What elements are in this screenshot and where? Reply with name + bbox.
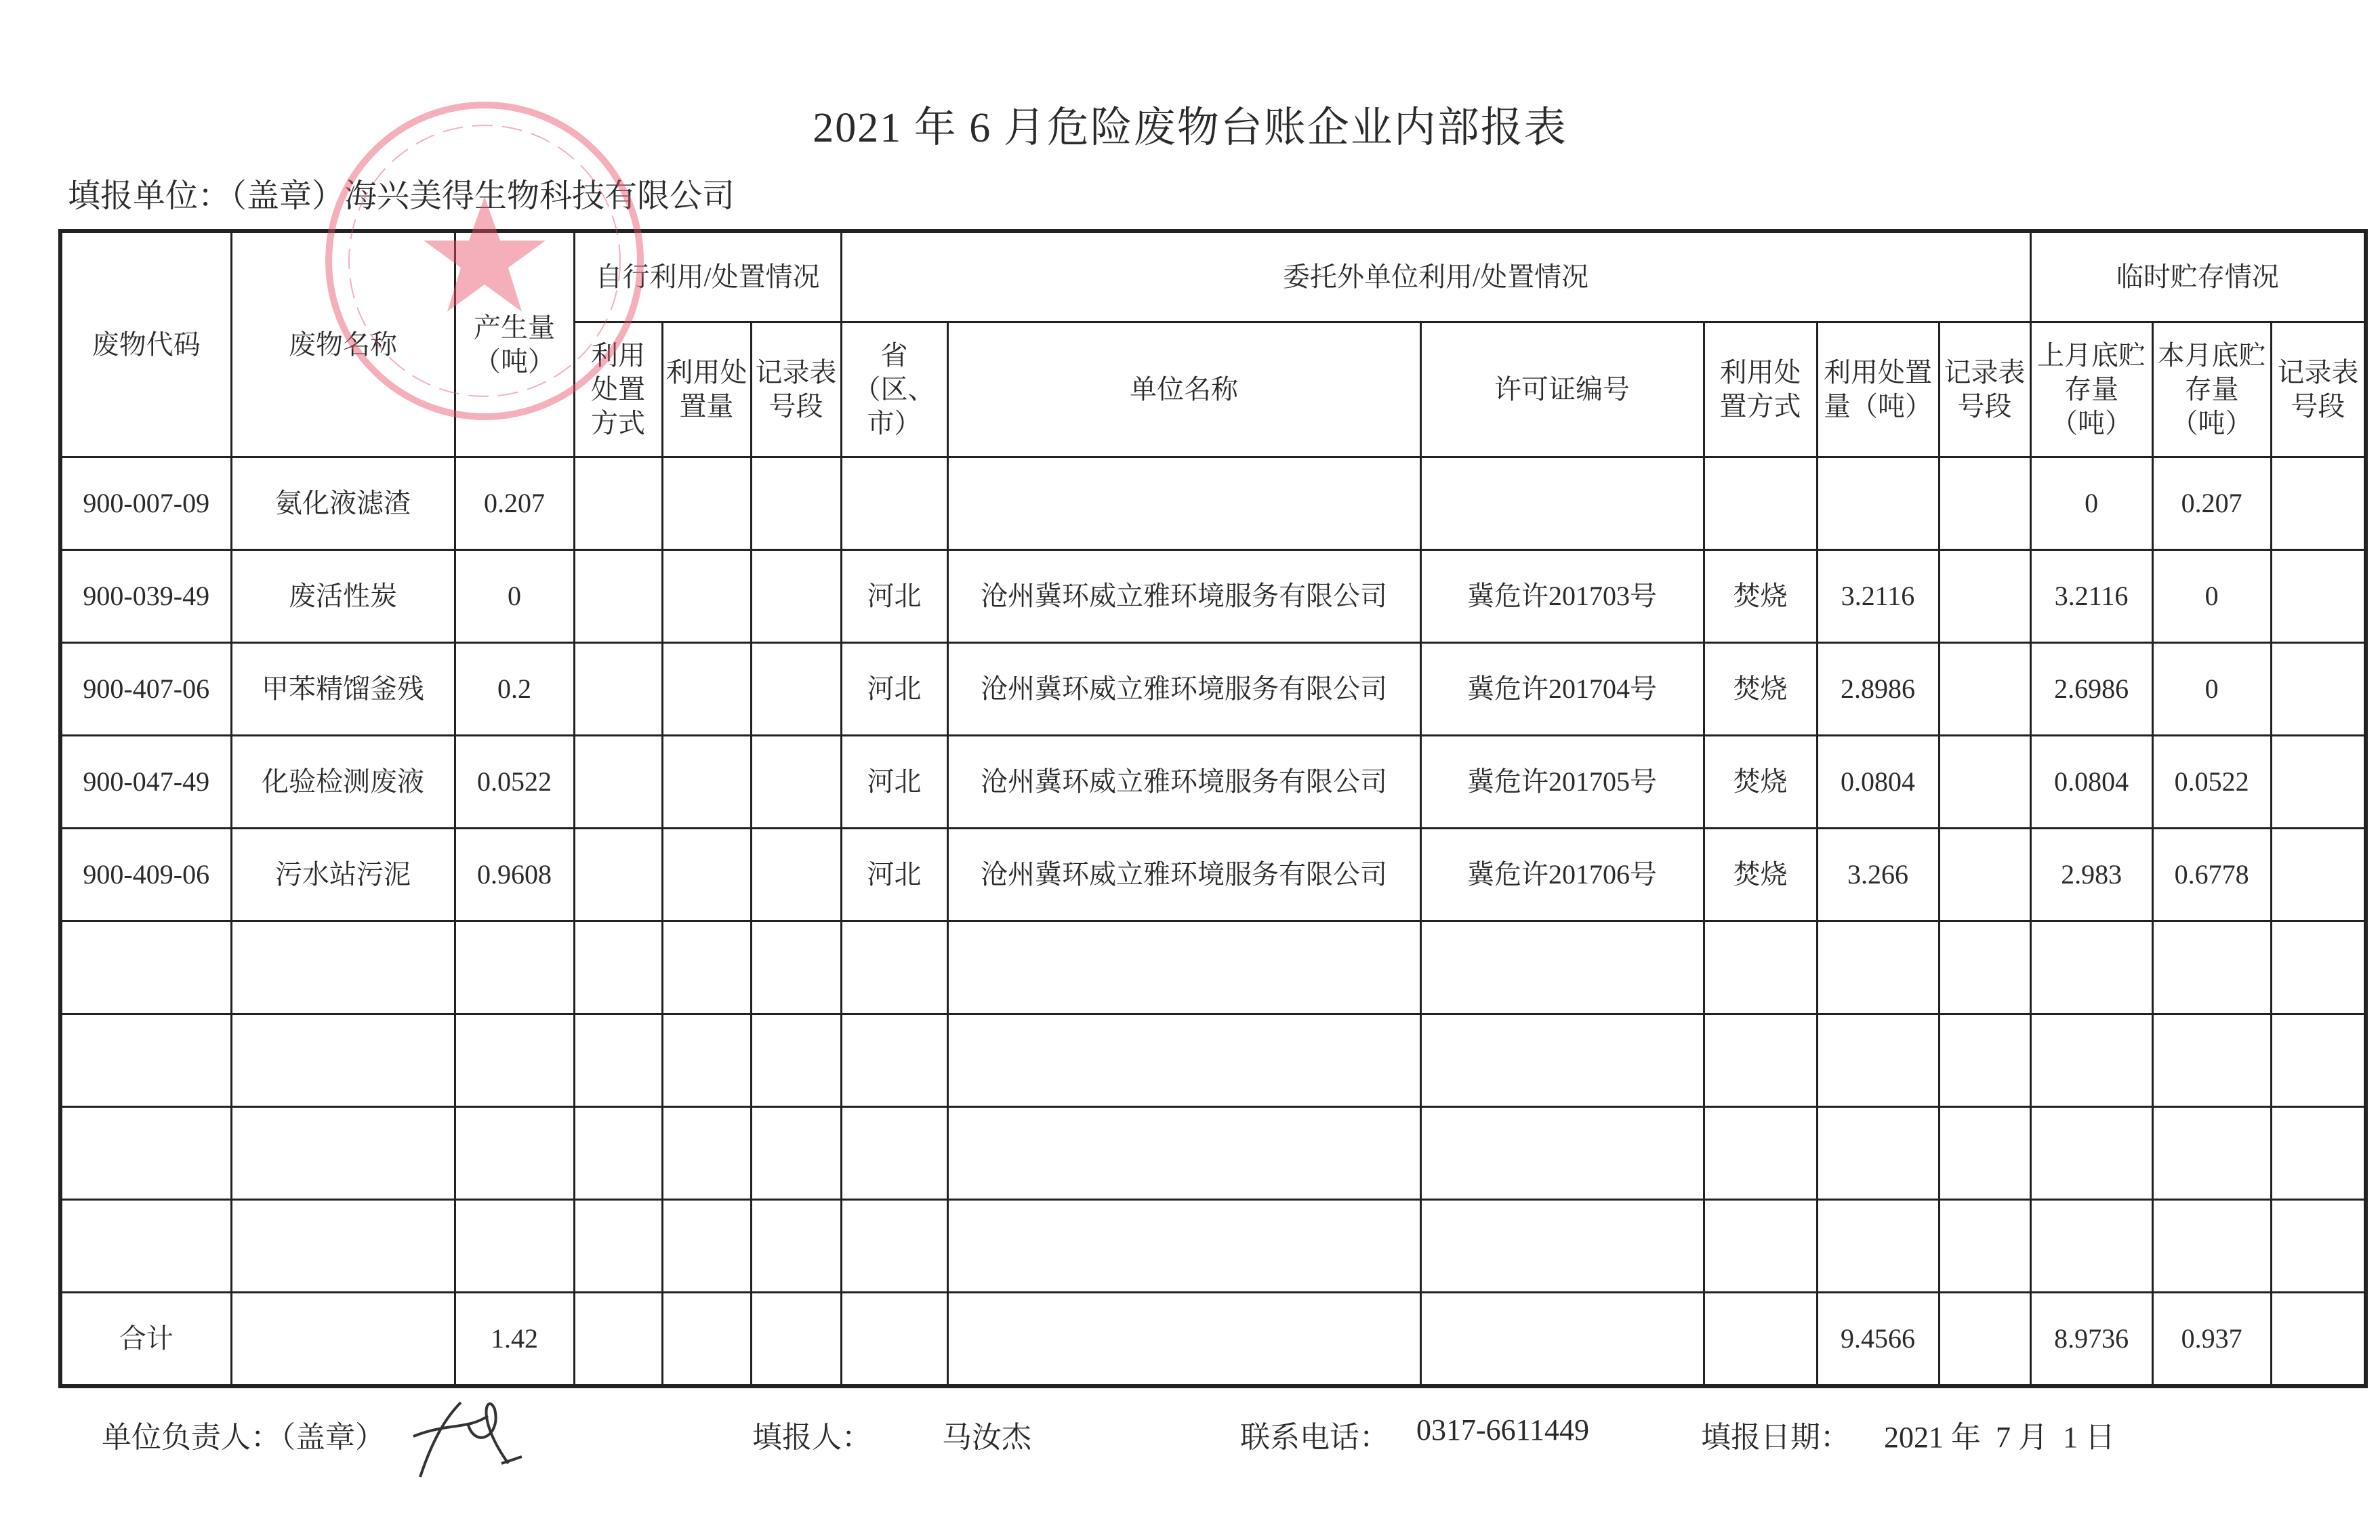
- empty-cell: [60, 1107, 231, 1200]
- report-title: 2021 年 6 月危险废物台账企业内部报表: [813, 105, 1567, 151]
- empty-cell: [1420, 921, 1704, 1014]
- empty-cell: [2271, 1200, 2366, 1293]
- empty-cell: [662, 1014, 751, 1107]
- empty-cell: [1704, 921, 1817, 1014]
- cell-name: 甲苯精馏釜残: [231, 643, 455, 736]
- empty-cell: [231, 1200, 455, 1293]
- cell-province: 河北: [841, 550, 947, 643]
- cell-amount: 3.2116: [1817, 550, 1939, 643]
- empty-cell: [1939, 921, 2030, 1014]
- empty-cell: [574, 1293, 662, 1387]
- empty-cell: [60, 1200, 231, 1293]
- cell-province: 河北: [841, 643, 947, 736]
- empty-cell: [662, 921, 751, 1014]
- reporting-unit-label: 填报单位：: [68, 178, 231, 214]
- cell-province: [841, 457, 947, 550]
- phone: 0317-6611449: [1416, 1413, 1590, 1447]
- empty-cell: [574, 736, 662, 829]
- filler-label: 填报人：: [752, 1421, 871, 1454]
- cell-method: 焚烧: [1704, 550, 1817, 643]
- empty-cell: [455, 921, 574, 1014]
- company-name: 海兴美得生物科技有限公司: [344, 178, 735, 214]
- empty-cell: [2030, 921, 2152, 1014]
- empty-cell: [1817, 1107, 1939, 1200]
- total-this-month: 0.937: [2152, 1293, 2271, 1387]
- header-last-month: 上月底贮存量（吨）: [2030, 322, 2152, 457]
- header-out-amount: 利用处置量（吨）: [1817, 322, 1939, 457]
- cell-last: 2.983: [2030, 829, 2152, 921]
- empty-cell: [574, 1200, 662, 1293]
- empty-cell: [662, 1293, 751, 1387]
- cell-produced: 0.207: [455, 457, 574, 550]
- empty-cell: [2271, 457, 2366, 550]
- cell-last: 3.2116: [2030, 550, 2152, 643]
- empty-cell: [1420, 1293, 1704, 1387]
- empty-cell: [2271, 829, 2366, 921]
- cell-produced: 0.2: [455, 643, 574, 736]
- header-license: 许可证编号: [1420, 322, 1704, 457]
- empty-cell: [751, 1107, 841, 1200]
- empty-cell: [1939, 829, 2030, 921]
- cell-this: 0: [2152, 550, 2271, 643]
- cell-amount: [1817, 457, 1939, 550]
- empty-cell: [751, 1293, 841, 1387]
- empty-cell: [2030, 1200, 2152, 1293]
- cell-code: 900-409-06: [60, 829, 231, 921]
- empty-cell: [1704, 1293, 1817, 1387]
- table-row: [60, 550, 2366, 643]
- table-row: [60, 829, 2366, 921]
- empty-cell: [751, 1014, 841, 1107]
- empty-cell: [455, 1014, 574, 1107]
- table-row: [60, 921, 2366, 1014]
- empty-cell: [662, 829, 751, 921]
- cell-method: [1704, 457, 1817, 550]
- empty-cell: [751, 1200, 841, 1293]
- cell-license: 冀危许201703号: [1420, 550, 1704, 643]
- header-storage-group: 临时贮存情况: [2030, 231, 2366, 322]
- header-storage-record: 记录表号段: [2271, 322, 2366, 457]
- total-row: [60, 1293, 2366, 1387]
- table-row: [60, 1107, 2366, 1200]
- empty-cell: [662, 550, 751, 643]
- cell-unit: [947, 457, 1420, 550]
- empty-cell: [841, 1014, 947, 1107]
- empty-cell: [60, 1014, 231, 1107]
- empty-cell: [2271, 1107, 2366, 1200]
- cell-method: 焚烧: [1704, 736, 1817, 829]
- cell-code: 900-039-49: [60, 550, 231, 643]
- empty-cell: [1704, 1200, 1817, 1293]
- empty-cell: [947, 1107, 1420, 1200]
- header-name: 废物名称: [231, 231, 455, 457]
- empty-cell: [1420, 1014, 1704, 1107]
- empty-cell: [231, 1293, 455, 1387]
- phone-label: 联系电话：: [1240, 1421, 1389, 1454]
- head-label: 单位负责人：（盖章）: [102, 1421, 385, 1454]
- cell-province: 河北: [841, 829, 947, 921]
- empty-cell: [1939, 1014, 2030, 1107]
- header-province: 省（区、市）: [841, 322, 947, 457]
- empty-cell: [2271, 1293, 2366, 1387]
- cell-province: 河北: [841, 736, 947, 829]
- empty-cell: [841, 921, 947, 1014]
- empty-cell: [1817, 1200, 1939, 1293]
- cell-produced: 0: [455, 550, 574, 643]
- empty-cell: [1939, 1293, 2030, 1387]
- cell-method: 焚烧: [1704, 643, 1817, 736]
- header-unit-name: 单位名称: [947, 322, 1420, 457]
- empty-cell: [1817, 921, 1939, 1014]
- empty-cell: [947, 1200, 1420, 1293]
- header-out-method: 利用处置方式: [1704, 322, 1817, 457]
- empty-cell: [2271, 550, 2366, 643]
- empty-cell: [947, 921, 1420, 1014]
- empty-cell: [60, 921, 231, 1014]
- empty-cell: [2271, 921, 2366, 1014]
- cell-name: 氨化液滤渣: [231, 457, 455, 550]
- cell-license: [1420, 457, 1704, 550]
- cell-amount: 2.8986: [1817, 643, 1939, 736]
- empty-cell: [574, 921, 662, 1014]
- header-code: 废物代码: [60, 231, 231, 457]
- cell-last: 0.0804: [2030, 736, 2152, 829]
- empty-cell: [662, 1107, 751, 1200]
- empty-cell: [574, 643, 662, 736]
- table-row: [60, 1200, 2366, 1293]
- empty-cell: [231, 921, 455, 1014]
- cell-last: 0: [2030, 457, 2152, 550]
- header-outsource-group: 委托外单位利用/处置情况: [841, 231, 2030, 322]
- empty-cell: [751, 550, 841, 643]
- empty-cell: [574, 1014, 662, 1107]
- empty-cell: [2271, 736, 2366, 829]
- empty-cell: [2152, 1200, 2271, 1293]
- total-label: 合计: [60, 1293, 231, 1387]
- table-row: [60, 457, 2366, 550]
- cell-this: 0.207: [2152, 457, 2271, 550]
- empty-cell: [574, 457, 662, 550]
- cell-license: 冀危许201706号: [1420, 829, 1704, 921]
- empty-cell: [1420, 1200, 1704, 1293]
- date-label: 填报日期：: [1701, 1421, 1850, 1454]
- cell-amount: 3.266: [1817, 829, 1939, 921]
- seal-note: （盖章）: [230, 178, 345, 214]
- empty-cell: [947, 1293, 1420, 1387]
- total-last-month: 8.9736: [2030, 1293, 2152, 1387]
- empty-cell: [751, 829, 841, 921]
- waste-ledger-table: [58, 229, 2368, 1388]
- empty-cell: [231, 1107, 455, 1200]
- cell-amount: 0.0804: [1817, 736, 1939, 829]
- cell-license: 冀危许201705号: [1420, 736, 1704, 829]
- empty-cell: [947, 1014, 1420, 1107]
- header-self-amount: 利用处置量: [662, 322, 751, 457]
- empty-cell: [2271, 1014, 2366, 1107]
- cell-name: 废活性炭: [231, 550, 455, 643]
- total-amount: 9.4566: [1817, 1293, 1939, 1387]
- header-self-record: 记录表号段: [751, 322, 841, 457]
- empty-cell: [1817, 1014, 1939, 1107]
- empty-cell: [1704, 1107, 1817, 1200]
- cell-license: 冀危许201704号: [1420, 643, 1704, 736]
- empty-cell: [751, 736, 841, 829]
- cell-unit: 沧州冀环威立雅环境服务有限公司: [947, 550, 1420, 643]
- empty-cell: [2152, 921, 2271, 1014]
- empty-cell: [1939, 643, 2030, 736]
- empty-cell: [841, 1293, 947, 1387]
- cell-method: 焚烧: [1704, 829, 1817, 921]
- empty-cell: [662, 1200, 751, 1293]
- empty-cell: [662, 457, 751, 550]
- empty-cell: [2152, 1014, 2271, 1107]
- empty-cell: [1939, 1107, 2030, 1200]
- empty-cell: [1939, 550, 2030, 643]
- cell-name: 化验检测废液: [231, 736, 455, 829]
- cell-unit: 沧州冀环威立雅环境服务有限公司: [947, 643, 1420, 736]
- report-date: 2021 年 7 月 1 日: [1884, 1421, 2115, 1454]
- empty-cell: [2271, 643, 2366, 736]
- cell-produced: 0.0522: [455, 736, 574, 829]
- empty-cell: [751, 921, 841, 1014]
- cell-code: 900-047-49: [60, 736, 231, 829]
- empty-cell: [751, 643, 841, 736]
- header-self-group: 自行利用/处置情况: [574, 231, 841, 322]
- cell-code: 900-407-06: [60, 643, 231, 736]
- empty-cell: [662, 643, 751, 736]
- filler-name: 马汝杰: [942, 1421, 1031, 1454]
- empty-cell: [1939, 736, 2030, 829]
- cell-unit: 沧州冀环威立雅环境服务有限公司: [947, 736, 1420, 829]
- empty-cell: [2152, 1107, 2271, 1200]
- cell-produced: 0.9608: [455, 829, 574, 921]
- empty-cell: [231, 1014, 455, 1107]
- empty-cell: [662, 736, 751, 829]
- empty-cell: [841, 1107, 947, 1200]
- cell-code: 900-007-09: [60, 457, 231, 550]
- empty-cell: [1704, 1014, 1817, 1107]
- cell-this: 0: [2152, 643, 2271, 736]
- signature: [407, 1396, 535, 1484]
- header-out-record: 记录表号段: [1939, 322, 2030, 457]
- empty-cell: [2030, 1014, 2152, 1107]
- empty-cell: [574, 550, 662, 643]
- empty-cell: [751, 457, 841, 550]
- empty-cell: [574, 829, 662, 921]
- empty-cell: [1939, 457, 2030, 550]
- empty-cell: [841, 1200, 947, 1293]
- empty-cell: [455, 1200, 574, 1293]
- table-row: [60, 1014, 2366, 1107]
- empty-cell: [2030, 1107, 2152, 1200]
- table-row: [60, 643, 2366, 736]
- empty-cell: [1420, 1107, 1704, 1200]
- cell-last: 2.6986: [2030, 643, 2152, 736]
- header-this-month: 本月底贮存量（吨）: [2152, 322, 2271, 457]
- cell-unit: 沧州冀环威立雅环境服务有限公司: [947, 829, 1420, 921]
- empty-cell: [455, 1107, 574, 1200]
- cell-name: 污水站污泥: [231, 829, 455, 921]
- header-produced: 产生量（吨）: [455, 231, 574, 457]
- reporting-unit: [68, 169, 735, 216]
- cell-this: 0.6778: [2152, 829, 2271, 921]
- empty-cell: [574, 1107, 662, 1200]
- total-produced: 1.42: [455, 1293, 574, 1387]
- table-row: [60, 736, 2366, 829]
- cell-this: 0.0522: [2152, 736, 2271, 829]
- header-self-method: 利用处置方式: [574, 322, 662, 457]
- empty-cell: [1939, 1200, 2030, 1293]
